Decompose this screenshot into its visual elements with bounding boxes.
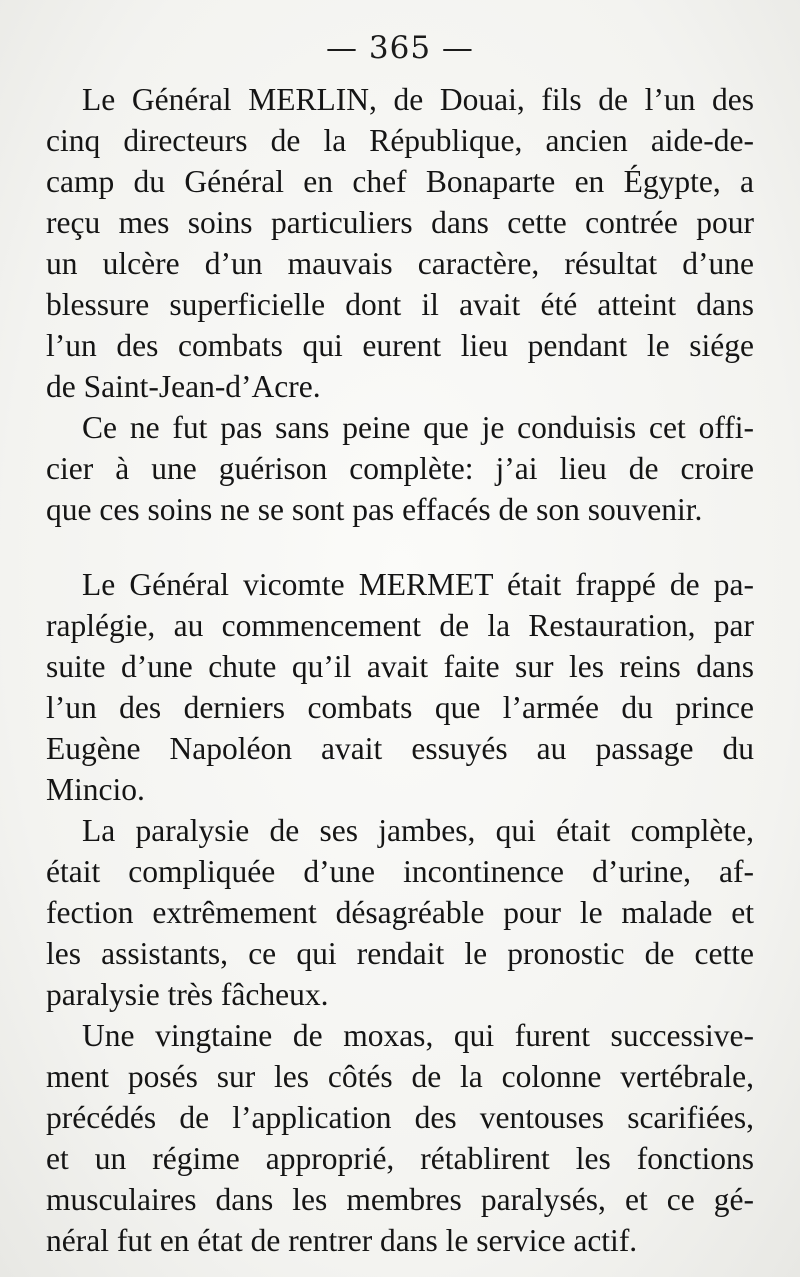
text-line: suite d’une chute qu’il avait faite sur les reins dans [46,649,754,684]
text-line: néral fut en état de rentrer dans le service actif. [46,1223,638,1258]
text-line: précédés de l’application des ventouses scarifiées, [46,1100,754,1135]
text-line: de Saint-Jean-d’Acre. [46,369,321,404]
page-number: — 365 — [326,30,474,66]
text-line: un ulcère d’un mauvais caractère, résultat d’une [46,246,754,281]
text-line: raplégie, au commencement de la Restauration, par [46,608,754,643]
text-line: Le Général vicomte MERMET était frappé de pa- [82,567,754,602]
text-line: que ces soins ne se sont pas effacés de son souvenir. [46,492,703,527]
text-line: l’un des derniers combats que l’armée du prince [46,690,754,725]
text-line: reçu mes soins particuliers dans cette contrée pour [46,205,754,240]
text-line: cinq directeurs de la République, ancien aide-de- [46,123,754,158]
text-line: Le Général MERLIN, de Douai, fils de l’un des [82,82,754,117]
text-line: l’un des combats qui eurent lieu pendant le siége [46,328,754,363]
text-line: était compliquée d’une incontinence d’urine, af- [46,854,754,889]
text-line: camp du Général en chef Bonaparte en Égypte, a [46,164,754,199]
text-line: et un régime approprié, rétablirent les fonctions [46,1141,754,1176]
text-line: musculaires dans les membres paralysés, et ce gé- [46,1182,754,1217]
text-line: les assistants, ce qui rendait le pronostic de cette [46,936,754,971]
text-line: Mincio. [46,772,145,807]
text-line: ment posés sur les côtés de la colonne vertébrale, [46,1059,754,1094]
text-line: Une vingtaine de moxas, qui furent successive- [82,1018,754,1053]
text-line: paralysie très fâcheux. [46,977,329,1012]
text-line: Eugène Napoléon avait essuyés au passage du [46,731,754,766]
text-line: La paralysie de ses jambes, qui était complète, [82,813,754,848]
text-line: Ce ne fut pas sans peine que je conduisis cet offi- [82,410,754,445]
text-line: fection extrêmement désagréable pour le malade et [46,895,754,930]
text-line: blessure superficielle dont il avait été atteint dans [46,287,754,322]
text-line: cier à une guérison complète: j’ai lieu de croire [46,451,754,486]
